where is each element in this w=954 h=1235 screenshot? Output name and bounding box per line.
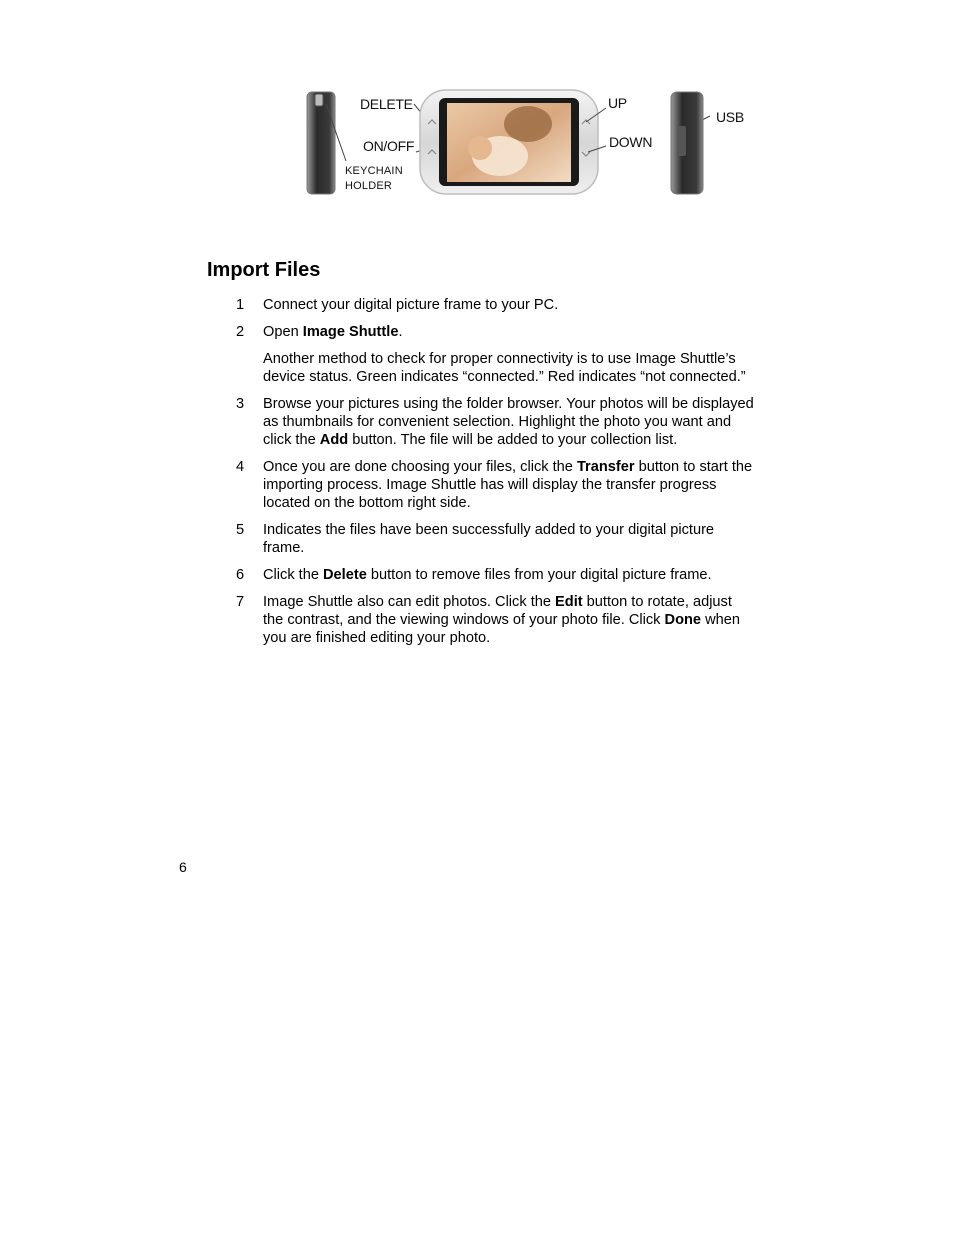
callout-up: UP xyxy=(608,95,627,111)
device-diagram xyxy=(300,86,760,201)
bold-term: Delete xyxy=(323,567,367,583)
bold-term: Done xyxy=(664,612,702,628)
callout-usb: USB xyxy=(716,109,744,125)
step-6 xyxy=(236,566,756,584)
callout-holder: HOLDER xyxy=(345,180,393,192)
step-number: 4 xyxy=(236,459,245,475)
bold-term: Image Shuttle xyxy=(302,324,399,340)
steps-list xyxy=(236,296,756,656)
right-side-view xyxy=(671,92,703,194)
left-side-view xyxy=(307,92,335,194)
callout-on-off: ON/OFF xyxy=(363,138,415,154)
step-number: 3 xyxy=(236,396,245,412)
callout-down: DOWN xyxy=(609,134,653,150)
bold-term: Add xyxy=(319,432,349,448)
step-text: Click the Delete button to remove files from your digital picture frame. xyxy=(263,567,712,583)
step-7 xyxy=(236,593,756,647)
step-1 xyxy=(236,296,756,314)
step-3 xyxy=(236,395,756,449)
step-text: Indicates the files have been successfully added to your digital picture frame. xyxy=(263,522,715,556)
step-4 xyxy=(236,458,756,512)
step-text: Open Image Shuttle. xyxy=(263,324,403,340)
page-number: 6 xyxy=(179,859,187,875)
step-number: 7 xyxy=(236,594,245,610)
bold-term: Transfer xyxy=(576,459,635,475)
callout-keychain: KEYCHAIN xyxy=(345,165,403,177)
step-number: 2 xyxy=(236,324,245,340)
front-view xyxy=(420,90,598,194)
step-number: 6 xyxy=(236,567,245,583)
step-number: 5 xyxy=(236,522,245,538)
step-text: Image Shuttle also can edit photos. Click the Edit button to rotate, adjust the contrast, and the viewing windows of your photo file. Click Done when you are finished editing your photo. xyxy=(263,594,740,646)
callout-delete: DELETE xyxy=(360,96,413,112)
section-title: Import Files xyxy=(207,259,321,281)
step-5 xyxy=(236,521,756,557)
bold-term: Edit xyxy=(555,594,583,610)
step-text: Browse your pictures using the folder browser. Your photos will be displayed as thumbnails for convenient selection. Highlight the photo you want and click the Add button. The file will be added to your collection list. xyxy=(263,396,754,448)
step-text: Once you are done choosing your files, click the Transfer button to start the importing process. Image Shuttle has will display the transfer progress located on the bottom right side. xyxy=(263,459,753,511)
step-number: 1 xyxy=(236,297,245,313)
step-2 xyxy=(236,323,756,386)
step-text: Connect your digital picture frame to your PC. xyxy=(263,297,559,313)
step-note: Another method to check for proper connectivity is to use Image Shuttle’s device status. Green indicates “connected.” Red indicates “not connected.” xyxy=(263,351,746,385)
